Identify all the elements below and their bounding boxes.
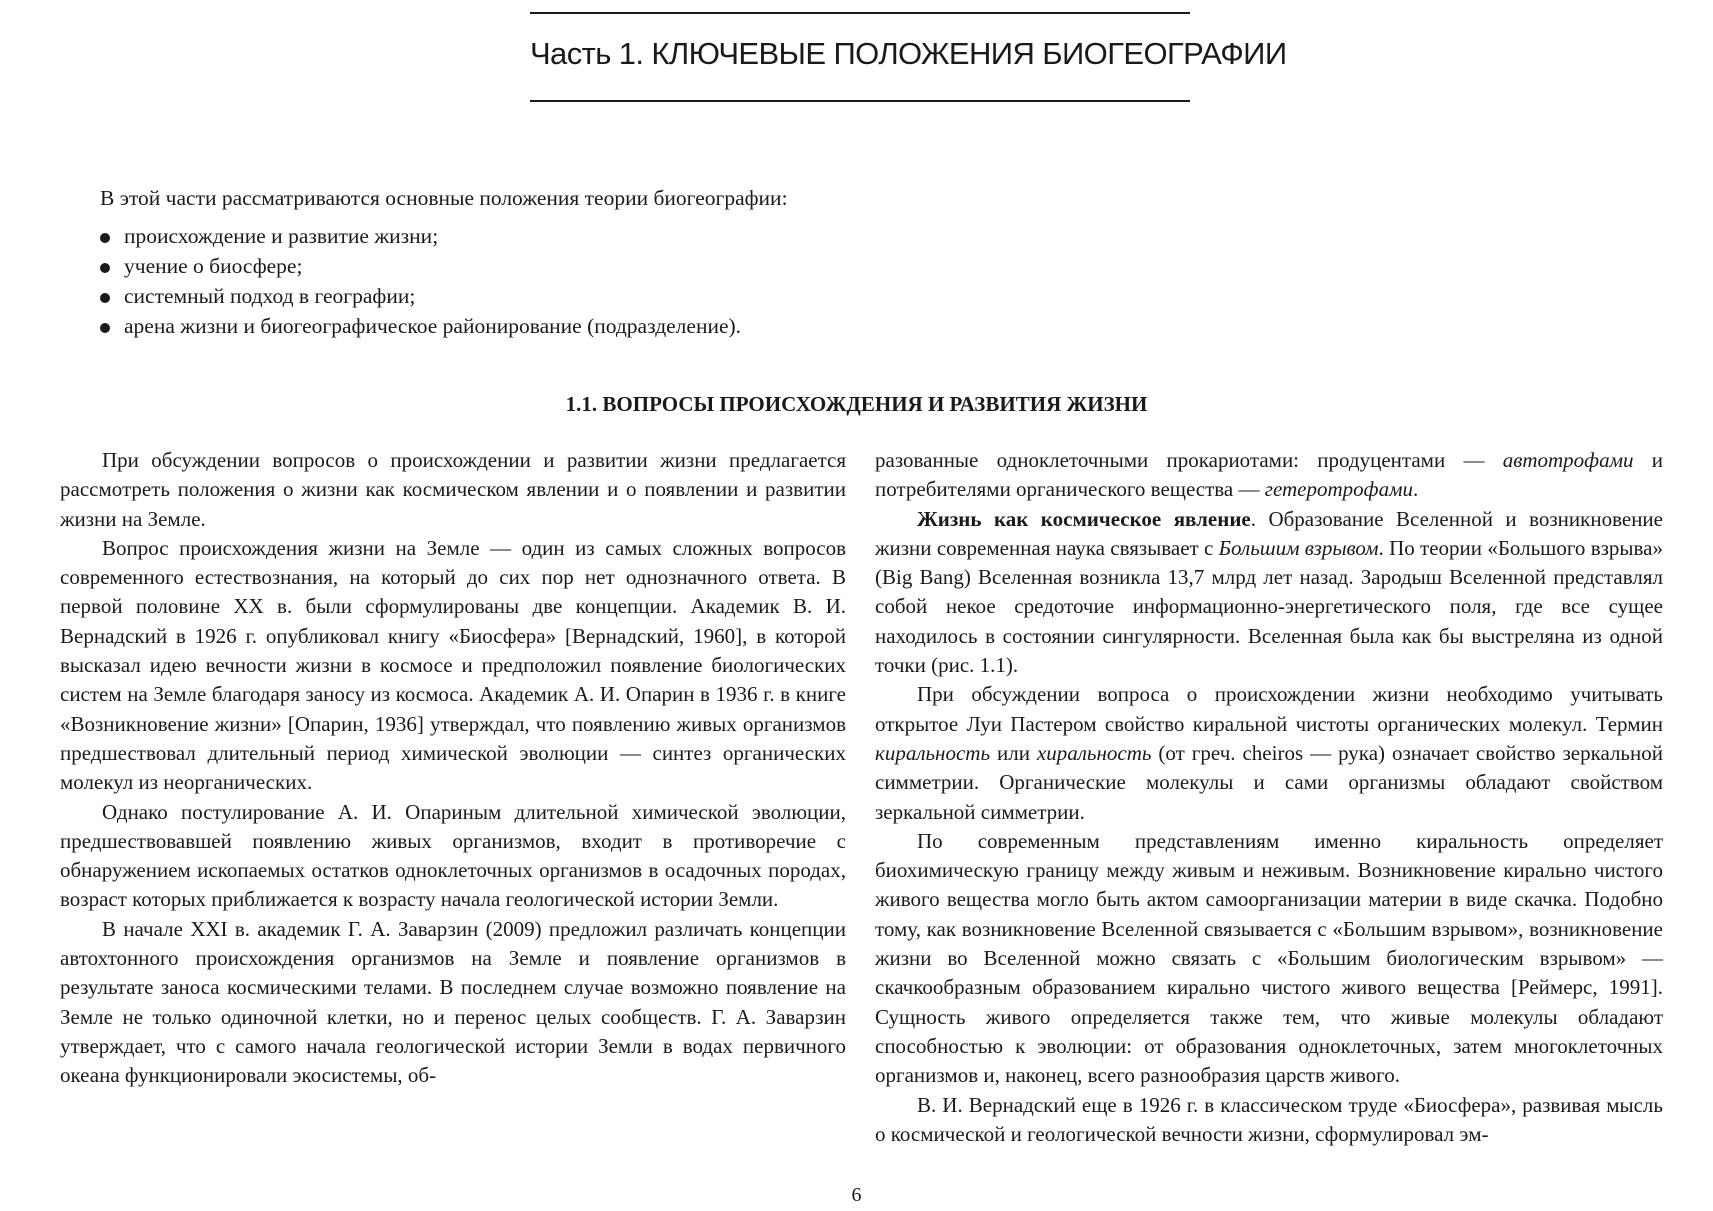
text-run: При обсуждении вопроса о происхождении жизни необходимо учитывать открытое Луи Пастером свойство киральной чистоты органических молекул. Термин bbox=[875, 682, 1663, 736]
chapter-header bbox=[530, 12, 1287, 102]
list-item bbox=[100, 284, 741, 314]
paragraph: Вопрос происхождения жизни на Земле — один из самых сложных вопросов современного естествознания, на который до сих пор нет однозначного ответа. В первой половине XX в. были сформулированы две концепции. Академик В. И. Вернадский в 1926 г. опубликовал книгу «Биосфера» [Вернадский, 1960], в которой высказал идею вечности жизни в космосе и предположил появление биологических систем на Земле благодаря заносу из космоса. Академик А. И. Опарин в 1936 г. в книге «Возникновение жизни» [Опарин, 1936] утверждал, что появлению живых организмов предшествовал длительный период химической эволюции — синтез органических молекул из неорганических. bbox=[60, 535, 846, 795]
text-run: . bbox=[1412, 477, 1419, 502]
list-item-text: арена жизни и биогеографическое районирование (подразделение). bbox=[124, 314, 742, 338]
bullet-icon bbox=[100, 293, 110, 303]
list-item bbox=[100, 314, 741, 344]
list-item-text: учение о биосфере; bbox=[124, 254, 303, 278]
list-item bbox=[100, 254, 741, 284]
term-big-bang: Большим взрывом bbox=[1218, 535, 1379, 560]
page-number: 6 bbox=[851, 1184, 862, 1206]
right-column bbox=[875, 446, 1663, 1149]
intro-text: В этой части рассматриваются основные положения теории биогеографии: bbox=[100, 186, 788, 210]
paragraph bbox=[875, 680, 1663, 826]
paragraph: По современным представлениям именно киральность определяет биохимическую границу между живым и неживым. Возникновение кирально чистого живого вещества могло быть актом самоорганизации материи в виде скачка. Подобно тому, как возникновение Вселенной связывается с «Большим взрывом», возникновение жизни во Вселенной можно связать с «Большим биологическим взрывом» — скачкообразным образованием кирально чистого живого вещества [Реймерс, 1991]. Сущность живого определяется также тем, что живые молекулы обладают способностью к эволюции: от образования одноклеточных, затем многоклеточных организмов и, наконец, всего разнообразия царств живого. bbox=[875, 828, 1663, 1088]
list-item-text: системный подход в географии; bbox=[124, 284, 416, 308]
term-chirality: киральность bbox=[875, 740, 990, 765]
term-hirality: хиральность bbox=[1036, 740, 1152, 765]
topic-list bbox=[100, 224, 741, 344]
bullet-icon bbox=[100, 263, 110, 273]
paragraph: При обсуждении вопросов о происхождении и развитии жизни предлагается рассмотреть положения о жизни как космическом явлении и о появлении и развитии жизни на Земле. bbox=[60, 448, 846, 531]
text-run: . По теории «Большого взрыва» (Big Bang) Вселенная возникла 13,7 млрд лет назад. Зародыш Вселенной представлял собой некое средоточие информационно-энергетического поля, где все сущее находилось в состоянии сингулярности. Вселенная была как бы выстреляна из одной точки (рис. 1.1). bbox=[875, 535, 1663, 678]
bullet-icon bbox=[100, 233, 110, 243]
paragraph bbox=[875, 446, 1663, 505]
paragraph bbox=[875, 505, 1663, 681]
text-run: (от греч. cheiros — рука) означает свойство зеркальной симметрии. Органические молекулы и сами организмы обладают свойством зеркальной симметрии. bbox=[875, 740, 1663, 824]
term-autotrophs: автотрофами bbox=[1502, 448, 1634, 472]
left-column bbox=[60, 446, 846, 1091]
text-run: . Образование Вселенной и возникновение жизни современная наука связывает с bbox=[875, 506, 1663, 560]
chapter-title: Часть 1. КЛЮЧЕВЫЕ ПОЛОЖЕНИЯ БИОГЕОГРАФИИ bbox=[530, 36, 1287, 71]
paragraph: Однако постулирование А. И. Опариным длительной химической эволюции, предшествовавшей появлению живых организмов, входит в противоречие с обнаружением ископаемых остатков одноклеточных организмов в осадочных породах, возраст которых приближается к возрасту начала геологической истории Земли. bbox=[60, 799, 846, 912]
text-run: и потребителями органического вещества — bbox=[875, 448, 1663, 502]
list-item-text: происхождение и развитие жизни; bbox=[124, 224, 439, 248]
paragraph: В начале XXI в. академик Г. А. Заварзин (2009) предложил различать концепции автохтонного происхождения организмов на Земле и появление организмов в результате заноса космическими телами. В последнем случае возможно появление на Земле не только одиночной клетки, но и перенос целых сообществ. Г. А. Заварзин утверждает, что с самого начала геологической истории Земли в водах первичного океана функционировали экосистемы, об- bbox=[60, 916, 846, 1088]
text-run: разованные одноклеточными прокариотами: продуцентами — bbox=[875, 448, 1503, 472]
bullet-icon bbox=[100, 323, 110, 333]
list-item bbox=[100, 224, 741, 254]
paragraph: В. И. Вернадский еще в 1926 г. в классическом труде «Биосфера», развивая мысль о космической и геологической вечности жизни, сформулировал эм- bbox=[875, 1092, 1663, 1146]
subsection-title: Жизнь как космическое явление bbox=[917, 506, 1251, 531]
section-heading: 1.1. ВОПРОСЫ ПРОИСХОЖДЕНИЯ И РАЗВИТИЯ ЖИЗНИ bbox=[565, 392, 1148, 416]
text-run: или bbox=[990, 740, 1037, 765]
term-heterotrophs: гетеротрофами bbox=[1264, 477, 1413, 502]
